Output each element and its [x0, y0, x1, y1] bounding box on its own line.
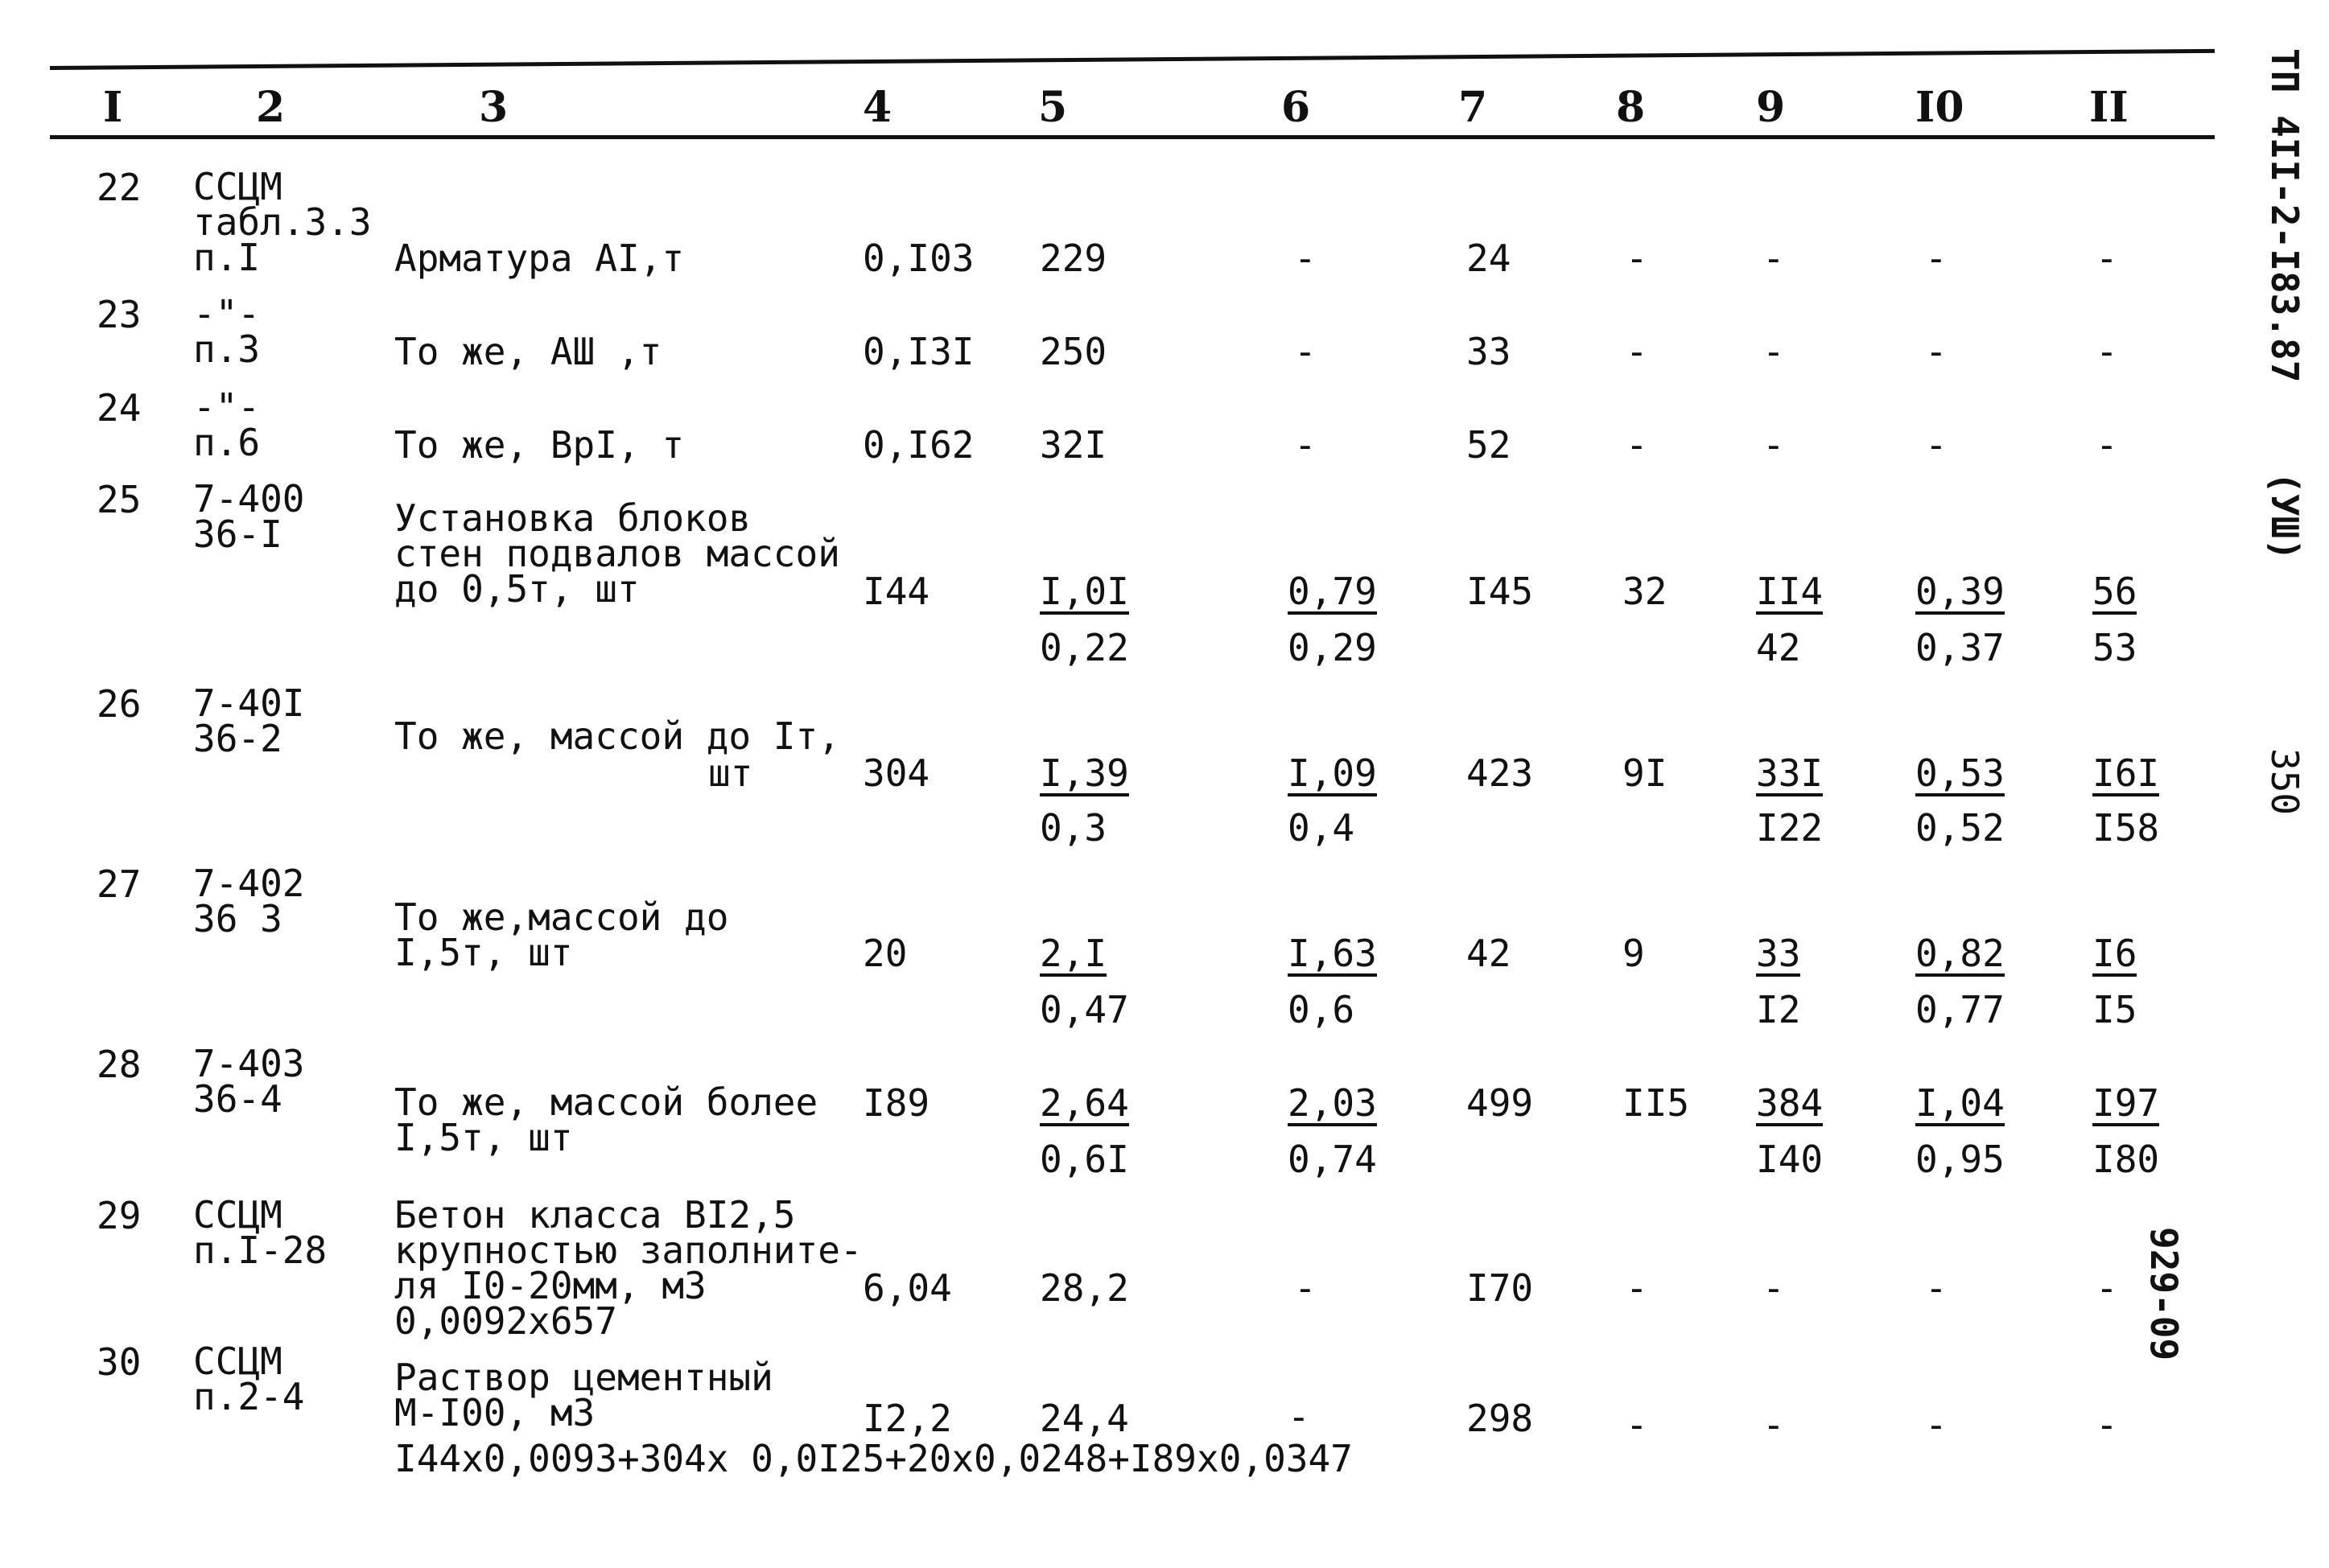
row-formula: I44x0,0093+304x 0,0I25+20x0,0248+I89x0,0347: [394, 1437, 1353, 1480]
cell-c6: I,63: [1288, 932, 1377, 975]
row-code: 7-403 36-4: [193, 1042, 305, 1121]
cell-c9: -: [1762, 330, 1785, 373]
cell-c7: 52: [1466, 423, 1511, 467]
cell-c9: II4: [1756, 570, 1824, 613]
cell-c4: 304: [863, 751, 930, 795]
cell-c10: 0,53: [1915, 751, 2005, 795]
cell-c4: 6,04: [863, 1266, 952, 1310]
row-code: 7-402 36 3: [193, 862, 305, 940]
row-name: То же, массой более I,5т, шт: [394, 1080, 818, 1159]
cell-c7: I45: [1466, 570, 1534, 613]
cell-c8: 9I: [1622, 751, 1667, 795]
page-number: 350: [2263, 748, 2306, 816]
cell-c11: I6: [2092, 932, 2137, 975]
cell-c10: I,04: [1915, 1081, 2005, 1125]
cell-c9-lower: 42: [1756, 626, 1801, 669]
cell-c5: 229: [1040, 237, 1107, 280]
cell-c9-lower: I2: [1756, 988, 1801, 1031]
cell-c5-lower: 0,22: [1040, 626, 1129, 669]
cell-c5: I,0I: [1040, 570, 1129, 613]
cell-c8: -: [1626, 423, 1648, 467]
row-number: 23: [97, 293, 142, 336]
cell-c11: -: [2096, 237, 2118, 280]
cell-c11-lower: I5: [2092, 988, 2137, 1031]
cell-c5: 2,64: [1040, 1081, 1129, 1125]
row-name: Раствор цементный М-I00, м3: [394, 1356, 773, 1434]
cell-c9: -: [1762, 423, 1785, 467]
row-number: 28: [97, 1043, 142, 1086]
row-code: -"- п.6: [193, 385, 261, 464]
cell-c6: 2,03: [1288, 1081, 1377, 1125]
album-number: (УШ): [2263, 471, 2306, 561]
cell-c4: 0,I62: [863, 423, 975, 467]
row-number: 26: [97, 682, 142, 726]
cell-c8: -: [1626, 1403, 1648, 1447]
cell-c9: -: [1762, 237, 1785, 280]
stamp-number: 929-09: [2142, 1227, 2186, 1361]
cell-c9: -: [1762, 1266, 1785, 1310]
cell-c6: I,09: [1288, 751, 1377, 795]
row-code: 7-40I 36-2: [193, 681, 305, 760]
row-name: То же, массой до Iт,: [394, 714, 840, 758]
cell-c7: 499: [1466, 1081, 1534, 1125]
cell-c10: 0,82: [1915, 932, 2005, 975]
cell-c6: -: [1294, 237, 1317, 280]
cell-c7: I70: [1466, 1266, 1534, 1310]
cell-c10: 0,39: [1915, 570, 2005, 613]
cell-c9-lower: I22: [1756, 806, 1824, 850]
top-rule: [50, 49, 2215, 70]
cell-c5-lower: 0,47: [1040, 988, 1129, 1031]
header-col-7: 7: [1458, 83, 1488, 132]
cell-c4: 0,I3I: [863, 330, 975, 373]
cell-c7: 33: [1466, 330, 1511, 373]
cell-c6: 0,79: [1288, 570, 1377, 613]
row-code: -"- п.3: [193, 292, 261, 371]
row-code: ССЦМ п.I-28: [193, 1193, 328, 1272]
cell-c9: 33: [1756, 932, 1801, 975]
header-col-1: I: [103, 83, 123, 132]
header-col-5: 5: [1038, 83, 1068, 132]
cell-c10: -: [1925, 237, 1948, 280]
cell-c10-lower: 0,52: [1915, 806, 2005, 850]
document-code-text: ТП 4II-2-I83.87: [2263, 48, 2306, 383]
cell-c8: 32: [1622, 570, 1667, 613]
row-code: ССЦМ п.2-4: [193, 1340, 305, 1418]
row-name: Арматура AI,т: [394, 237, 685, 280]
cell-c11: -: [2096, 1403, 2118, 1447]
cell-c11-lower: 53: [2092, 626, 2137, 669]
cell-c11-lower: I58: [2092, 806, 2160, 850]
row-number: 27: [97, 862, 142, 906]
row-code: ССЦМ табл.3.3 п.I: [193, 165, 372, 279]
cell-c8: -: [1626, 1266, 1648, 1310]
cell-c6-lower: 0,4: [1288, 806, 1355, 850]
header-col-3: 3: [479, 83, 509, 132]
row-name: Бетон класса BI2,5 крупностью заполните- ля I0-20мм, м3 0,0092x657: [394, 1193, 863, 1343]
row-number: 30: [97, 1340, 142, 1384]
cell-c6: -: [1288, 1395, 1310, 1438]
cell-c11: 56: [2092, 570, 2137, 613]
cell-c10-lower: 0,37: [1915, 626, 2005, 669]
header-rule: [50, 135, 2215, 139]
cell-c9: 384: [1756, 1081, 1824, 1125]
cell-c9: 33I: [1756, 751, 1824, 795]
header-col-9: 9: [1756, 83, 1786, 132]
cell-c11: -: [2096, 330, 2118, 373]
row-name: То же, АШ ,т: [394, 330, 662, 373]
cell-c5: 2,I: [1040, 932, 1107, 975]
cell-c11: -: [2096, 423, 2118, 467]
cell-c10: -: [1925, 1266, 1948, 1310]
cell-c6: -: [1294, 330, 1317, 373]
cell-c8: -: [1626, 237, 1648, 280]
cell-c4: I44: [863, 570, 930, 613]
cell-c6-lower: 0,29: [1288, 626, 1377, 669]
cell-c9-lower: I40: [1756, 1138, 1824, 1181]
cell-c7: 298: [1466, 1397, 1534, 1440]
cell-c10: -: [1925, 1403, 1948, 1447]
cell-c4: I2,2: [863, 1397, 952, 1440]
cell-c4: 0,I03: [863, 237, 975, 280]
cell-c11-lower: I80: [2092, 1138, 2160, 1181]
header-col-10: I0: [1915, 83, 1964, 132]
cell-c8: 9: [1622, 932, 1645, 975]
header-col-11: II: [2089, 83, 2129, 132]
row-number: 25: [97, 478, 142, 521]
cell-c4: I89: [863, 1081, 930, 1125]
cell-c5-lower: 0,6I: [1040, 1138, 1129, 1181]
header-col-2: 2: [256, 83, 286, 132]
row-number: 22: [97, 166, 142, 209]
row-name: То же, BpI, т: [394, 423, 685, 467]
cell-c10-lower: 0,95: [1915, 1138, 2005, 1181]
cell-c5-lower: 0,3: [1040, 806, 1107, 850]
cell-c6: -: [1294, 423, 1317, 467]
cell-c11: I97: [2092, 1081, 2160, 1125]
cell-c8: -: [1626, 330, 1648, 373]
document-code: [2263, 48, 2306, 561]
cell-c11: I6I: [2092, 751, 2160, 795]
row-number: 24: [97, 386, 142, 430]
cell-c5: 250: [1040, 330, 1107, 373]
cell-c7: 423: [1466, 751, 1534, 795]
header-col-6: 6: [1281, 83, 1311, 132]
cell-c5: 28,2: [1040, 1266, 1129, 1310]
row-name-unit: шт: [708, 751, 753, 795]
cell-c5: 24,4: [1040, 1397, 1129, 1440]
cell-c7: 24: [1466, 237, 1511, 280]
cell-c5: 32I: [1040, 423, 1107, 467]
row-number: 29: [97, 1194, 142, 1237]
cell-c10: -: [1925, 423, 1948, 467]
header-col-4: 4: [863, 83, 892, 132]
cell-c7: 42: [1466, 932, 1511, 975]
cell-c10-lower: 0,77: [1915, 988, 2005, 1031]
cell-c11: -: [2096, 1266, 2118, 1310]
cell-c6-lower: 0,74: [1288, 1138, 1377, 1181]
row-name: То же,массой до I,5т, шт: [394, 895, 729, 974]
header-col-8: 8: [1616, 83, 1646, 132]
cell-c10: -: [1925, 330, 1948, 373]
cell-c4: 20: [863, 932, 908, 975]
cell-c5: I,39: [1040, 751, 1129, 795]
cell-c6-lower: 0,6: [1288, 988, 1355, 1031]
cell-c8: II5: [1622, 1081, 1690, 1125]
row-name: Установка блоков стен подвалов массой до 0,5т, шт: [394, 496, 840, 611]
cell-c6: -: [1294, 1266, 1317, 1310]
cell-c9: -: [1762, 1403, 1785, 1447]
row-code: 7-400 36-I: [193, 477, 305, 556]
